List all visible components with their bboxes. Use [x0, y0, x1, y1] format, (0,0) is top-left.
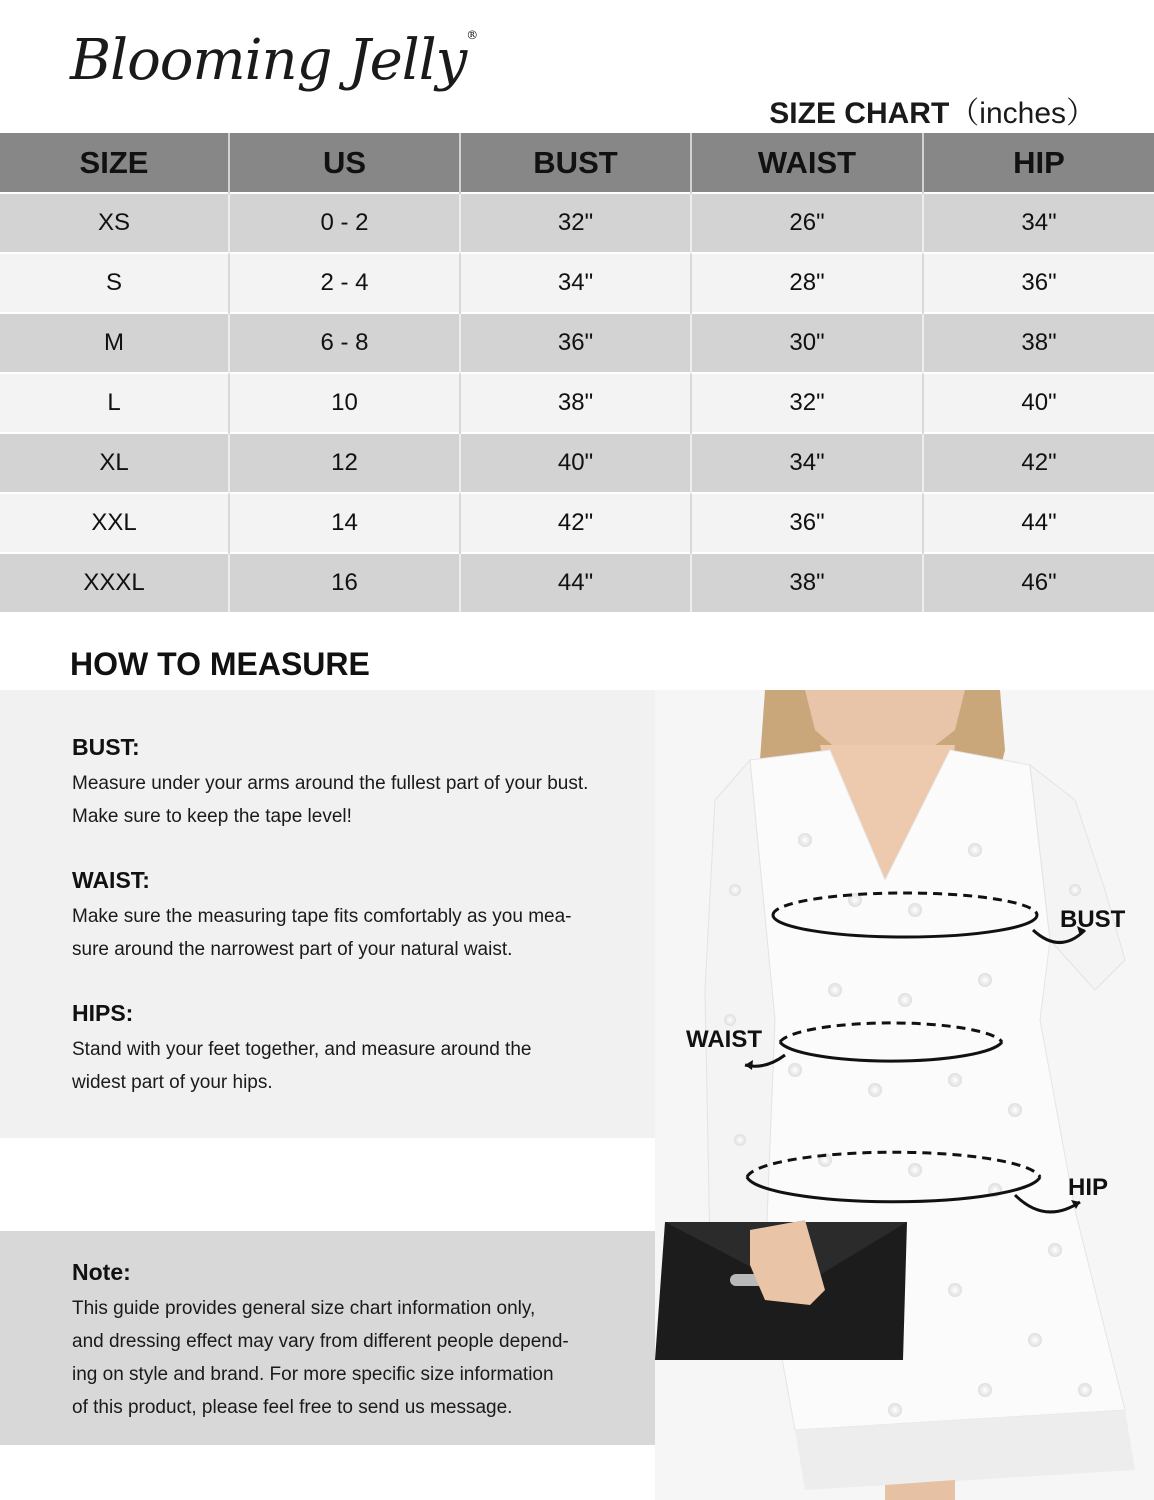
cell-us: 10	[229, 373, 460, 433]
size-chart-label: SIZE CHART	[769, 97, 950, 130]
cell-hip: 38"	[923, 313, 1154, 373]
note-line-2: and dressing effect may vary from different people depend-	[72, 1331, 569, 1352]
cell-bust: 36"	[460, 313, 691, 373]
cell-hip: 34"	[923, 193, 1154, 253]
header-waist: WAIST	[691, 133, 923, 193]
how-to-measure-title: HOW TO MEASURE	[70, 646, 370, 682]
header-us: US	[229, 133, 460, 193]
cell-bust: 38"	[460, 373, 691, 433]
cell-waist: 28"	[691, 253, 923, 313]
cell-waist: 32"	[691, 373, 923, 433]
table-row	[0, 493, 1154, 553]
bust-line-2: Make sure to keep the tape level!	[72, 806, 352, 827]
cell-size: XS	[0, 193, 229, 253]
cell-hip: 36"	[923, 253, 1154, 313]
cell-us: 6 - 8	[229, 313, 460, 373]
header-bust: BUST	[460, 133, 691, 193]
brand-logo	[70, 28, 477, 93]
label-bust: BUST	[1060, 906, 1126, 933]
waist-instructions	[72, 867, 652, 966]
table-row	[0, 433, 1154, 493]
note-line-1: This guide provides general size chart information only,	[72, 1298, 536, 1319]
cell-size: M	[0, 313, 229, 373]
table-row	[0, 193, 1154, 253]
note-block	[72, 1259, 652, 1424]
cell-us: 2 - 4	[229, 253, 460, 313]
cell-bust: 44"	[460, 553, 691, 612]
cell-hip: 44"	[923, 493, 1154, 553]
cell-us: 16	[229, 553, 460, 612]
cell-us: 12	[229, 433, 460, 493]
cell-waist: 26"	[691, 193, 923, 253]
waist-heading: WAIST:	[72, 867, 150, 893]
brand-name: Blooming Jelly	[70, 28, 467, 93]
label-waist: WAIST	[686, 1026, 762, 1053]
cell-bust: 34"	[460, 253, 691, 313]
registered-mark: ®	[466, 28, 478, 42]
model-illustration	[655, 690, 1154, 1500]
table-row	[0, 313, 1154, 373]
cell-waist: 34"	[691, 433, 923, 493]
waist-line-1: Make sure the measuring tape fits comfortably as you mea-	[72, 906, 572, 927]
cell-us: 14	[229, 493, 460, 553]
model-photo	[655, 690, 1154, 1500]
label-hip: HIP	[1068, 1174, 1109, 1201]
cell-waist: 38"	[691, 553, 923, 612]
table-row	[0, 373, 1154, 433]
cell-size: S	[0, 253, 229, 313]
cell-size: XL	[0, 433, 229, 493]
size-chart-title	[769, 88, 1096, 132]
size-table	[0, 133, 1154, 612]
note-line-3: ing on style and brand. For more specific size information	[72, 1364, 554, 1385]
cell-hip: 40"	[923, 373, 1154, 433]
note-heading: Note:	[72, 1259, 131, 1285]
hips-line-1: Stand with your feet together, and measure around the	[72, 1039, 532, 1060]
bust-instructions	[72, 734, 652, 833]
cell-us: 0 - 2	[229, 193, 460, 253]
bust-line-1: Measure under your arms around the fullest part of your bust.	[72, 773, 589, 794]
cell-bust: 32"	[460, 193, 691, 253]
header-hip: HIP	[923, 133, 1154, 193]
cell-bust: 42"	[460, 493, 691, 553]
table-header-row	[0, 133, 1154, 193]
hips-line-2: widest part of your hips.	[72, 1072, 273, 1093]
cell-size: XXL	[0, 493, 229, 553]
bust-heading: BUST:	[72, 734, 140, 760]
hips-heading: HIPS:	[72, 1000, 134, 1026]
cell-waist: 36"	[691, 493, 923, 553]
cell-size: L	[0, 373, 229, 433]
cell-hip: 46"	[923, 553, 1154, 612]
waist-line-2: sure around the narrowest part of your natural waist.	[72, 939, 513, 960]
header-size: SIZE	[0, 133, 229, 193]
note-line-4: of this product, please feel free to send us message.	[72, 1397, 513, 1418]
size-chart-unit: （inches）	[949, 97, 1096, 130]
cell-bust: 40"	[460, 433, 691, 493]
cell-hip: 42"	[923, 433, 1154, 493]
hips-instructions	[72, 1000, 652, 1099]
table-row	[0, 253, 1154, 313]
cell-waist: 30"	[691, 313, 923, 373]
cell-size: XXXL	[0, 553, 229, 612]
table-row	[0, 553, 1154, 612]
